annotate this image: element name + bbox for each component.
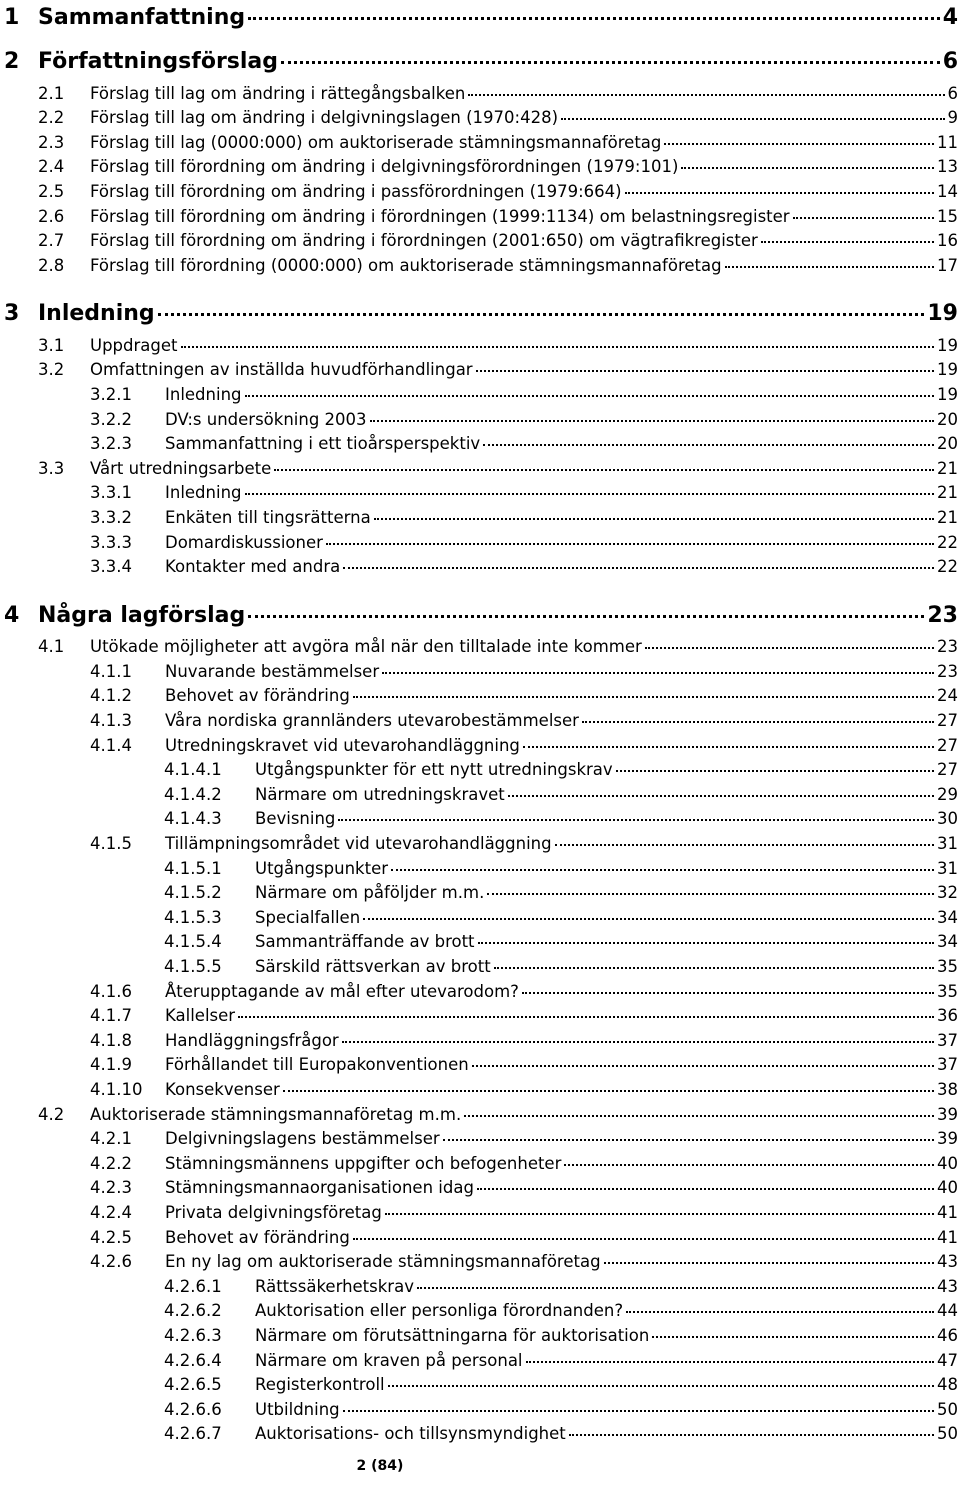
toc-entry-number: 4.1.5 (90, 833, 132, 853)
toc-entry-page-number: 37 (937, 1055, 958, 1075)
dot-leader (238, 1005, 934, 1022)
toc-entry-title: Stämningsmännens uppgifter och befogenheter (165, 1153, 562, 1173)
dot-leader (391, 857, 934, 874)
toc-entry-number: 2.8 (38, 255, 65, 275)
toc-entry-number: 4.1.5.5 (164, 956, 222, 976)
dot-leader (245, 383, 934, 400)
toc-entry-number: 4.1.5.3 (164, 907, 222, 927)
toc-entry-page-number: 23 (937, 661, 958, 681)
toc-entry-title: Auktorisations- och tillsynsmyndighet (255, 1424, 566, 1444)
toc-entry-page-number: 19 (927, 301, 958, 327)
toc-entry-title: Enkäten till tingsrätterna (165, 507, 371, 527)
toc-entry[interactable] (0, 857, 960, 878)
toc-entry[interactable] (0, 906, 960, 927)
toc-entry-number: 4.2.6.2 (164, 1301, 222, 1321)
dot-leader (248, 600, 924, 622)
toc-entry-title: Förslag till förordning om ändring i förordningen (1999:1134) om belastningsregister (90, 206, 790, 226)
toc-entry-title: Förslag till lag om ändring i delgivningslagen (1970:428) (90, 108, 559, 128)
toc-entry[interactable] (0, 1054, 960, 1075)
toc-entry[interactable] (0, 685, 960, 706)
dot-leader (725, 254, 934, 271)
toc-entry-number: 4.1.4.1 (164, 760, 222, 780)
toc-entry[interactable] (0, 1251, 960, 1272)
toc-entry[interactable] (0, 734, 960, 755)
dot-leader (626, 1300, 934, 1317)
toc-entry-number: 3.3.4 (90, 557, 132, 577)
toc-entry-page-number: 37 (937, 1030, 958, 1050)
toc-entry-page-number: 35 (937, 981, 958, 1001)
toc-entry-number: 4.1.5.4 (164, 932, 222, 952)
toc-entry-title: Förslag till förordning (0000:000) om auktoriserade stämningsmannaföretag (90, 255, 722, 275)
toc-entry-page-number: 50 (937, 1424, 958, 1444)
toc-entry-page-number: 14 (937, 181, 958, 201)
dot-leader (385, 1201, 934, 1218)
dot-leader (582, 709, 934, 726)
toc-entry-number: 4.1.2 (90, 686, 132, 706)
dot-leader (561, 107, 944, 124)
toc-entry[interactable] (0, 556, 960, 577)
toc-entry-title: Handläggningsfrågor (165, 1030, 339, 1050)
toc-entry[interactable] (0, 457, 960, 478)
toc-entry[interactable] (0, 783, 960, 804)
toc-entry-page-number: 4 (942, 5, 958, 30)
toc-entry-number: 4.2.6.3 (164, 1325, 222, 1345)
toc-entry[interactable] (0, 1300, 960, 1321)
toc-entry-page-number: 19 (937, 360, 958, 380)
toc-entry-page-number: 11 (937, 132, 958, 152)
toc-entry-page-number: 23 (937, 637, 958, 657)
dot-leader (793, 205, 934, 222)
toc-entry-page-number: 32 (937, 883, 958, 903)
toc-entry-number: 3.2 (38, 360, 65, 380)
toc-entry-page-number: 19 (937, 384, 958, 404)
dot-leader (342, 1029, 934, 1046)
toc-entry-page-number: 31 (937, 858, 958, 878)
toc-entry-number: 2.3 (38, 132, 65, 152)
toc-entry-number: 4.2.4 (90, 1202, 132, 1222)
toc-entry-title: Inledning (165, 384, 242, 404)
toc-entry-number: 4.1.10 (90, 1079, 143, 1099)
toc-entry[interactable] (0, 1005, 960, 1026)
toc-entry-page-number: 43 (937, 1252, 958, 1272)
toc-entry[interactable] (0, 46, 960, 74)
dot-leader (370, 408, 934, 425)
toc-entry-number: 4.1.4.3 (164, 809, 222, 829)
toc-entry-number: 3.3.1 (90, 483, 132, 503)
toc-entry-number: 3.3.3 (90, 532, 132, 552)
dot-leader (681, 156, 934, 173)
toc-entry-page-number: 41 (937, 1202, 958, 1222)
toc-entry-number: 1 (4, 5, 20, 30)
toc-entry[interactable] (0, 1275, 960, 1296)
dot-leader (625, 180, 934, 197)
dot-leader (522, 980, 934, 997)
toc-entry-page-number: 19 (937, 335, 958, 355)
dot-leader (382, 660, 934, 677)
dot-leader (248, 2, 940, 24)
dot-leader (478, 931, 934, 948)
toc-entry-title: Uppdraget (90, 335, 178, 355)
toc-entry-page-number: 39 (937, 1129, 958, 1149)
toc-entry-title: Närmare om kraven på personal (255, 1350, 523, 1370)
toc-entry-page-number: 9 (947, 108, 958, 128)
toc-entry-number: 4.1.7 (90, 1006, 132, 1026)
toc-entry-title: Privata delgivningsföretag (165, 1202, 382, 1222)
toc-entry-page-number: 38 (937, 1079, 958, 1099)
toc-entry-title: Sammanfattning i ett tioårsperspektiv (165, 434, 481, 454)
toc-entry[interactable] (0, 1128, 960, 1149)
toc-entry-title: Rättssäkerhetskrav (255, 1276, 414, 1296)
toc-entry-number: 4.2 (38, 1104, 65, 1124)
toc-entry[interactable] (0, 107, 960, 128)
toc-entry-page-number: 20 (937, 434, 958, 454)
toc-entry-page-number: 15 (937, 206, 958, 226)
dot-leader (158, 298, 925, 320)
toc-entry-title: Författningsförslag (38, 49, 279, 74)
toc-entry[interactable] (0, 1324, 960, 1345)
dot-leader (374, 506, 934, 523)
dot-leader (281, 46, 940, 68)
toc-entry[interactable] (0, 334, 960, 355)
toc-entry-page-number: 46 (937, 1325, 958, 1345)
toc-entry-title: Återupptagande av mål efter utevarodom? (165, 981, 519, 1001)
toc-entry-number: 4.2.6.1 (164, 1276, 222, 1296)
toc-entry-number: 4.2.1 (90, 1129, 132, 1149)
toc-entry-number: 4.1.3 (90, 710, 132, 730)
toc-entry-page-number: 36 (937, 1006, 958, 1026)
dot-leader (388, 1374, 934, 1391)
toc-entry-title: Delgivningslagens bestämmelser (165, 1129, 440, 1149)
toc-entry-number: 3.3 (38, 458, 65, 478)
dot-leader (652, 1324, 934, 1341)
toc-entry-title: Utgångspunkter för ett nytt utredningskrav (255, 760, 613, 780)
toc-entry-page-number: 17 (937, 255, 958, 275)
toc-entry[interactable] (0, 359, 960, 380)
toc-entry-number: 4.1.4 (90, 735, 132, 755)
toc-entry-number: 2.7 (38, 231, 65, 251)
toc-entry-title: Närmare om påföljder m.m. (255, 883, 485, 903)
toc-entry[interactable] (0, 882, 960, 903)
toc-entry-title: Behovet av förändring (165, 686, 350, 706)
toc-entry-page-number: 30 (937, 809, 958, 829)
dot-leader (363, 906, 934, 923)
toc-entry-number: 4.2.2 (90, 1153, 132, 1173)
toc-entry[interactable] (0, 298, 960, 326)
toc-entry-title: Förslag till lag om ändring i rättegångsbalken (90, 83, 466, 103)
toc-entry-number: 3.3.2 (90, 507, 132, 527)
toc-entry-title: Närmare om förutsättningarna för auktorisation (255, 1325, 650, 1345)
dot-leader (555, 832, 934, 849)
dot-leader (526, 1349, 934, 1366)
dot-leader (343, 556, 934, 573)
dot-leader (338, 808, 934, 825)
toc-entry-number: 3.2.3 (90, 434, 132, 454)
toc-entry[interactable] (0, 1152, 960, 1173)
toc-entry[interactable] (0, 1103, 960, 1124)
dot-leader (353, 685, 934, 702)
toc-entry-number: 4.1.6 (90, 981, 132, 1001)
toc-entry-number: 4.1.1 (90, 661, 132, 681)
dot-leader (417, 1275, 934, 1292)
toc-entry-number: 2.2 (38, 108, 65, 128)
dot-leader (604, 1251, 934, 1268)
toc-entry[interactable] (0, 180, 960, 201)
dot-leader (245, 482, 934, 499)
toc-entry-number: 4.1.8 (90, 1030, 132, 1050)
toc-entry[interactable] (0, 2, 960, 30)
toc-entry-page-number: 31 (937, 833, 958, 853)
toc-entry-title: Nuvarande bestämmelser (165, 661, 380, 681)
toc-entry[interactable] (0, 408, 960, 429)
toc-entry-page-number: 35 (937, 956, 958, 976)
toc-entry-title: Utgångspunkter (255, 858, 389, 878)
toc-entry-title: Tillämpningsområdet vid utevarohandläggning (165, 833, 552, 853)
toc-entry-title: Domardiskussioner (165, 532, 323, 552)
toc-entry-title: Omfattningen av inställda huvudförhandlingar (90, 360, 473, 380)
dot-leader (645, 636, 934, 653)
toc-entry[interactable] (0, 531, 960, 552)
toc-entry-page-number: 21 (937, 458, 958, 478)
toc-entry-page-number: 40 (937, 1153, 958, 1173)
toc-entry-number: 4 (4, 602, 20, 628)
dot-leader (616, 759, 934, 776)
toc-entry-page-number: 13 (937, 157, 958, 177)
toc-entry-number: 2.5 (38, 181, 65, 201)
toc-entry[interactable] (0, 660, 960, 681)
dot-leader (353, 1226, 934, 1243)
toc-entry[interactable] (0, 600, 960, 628)
toc-entry-number: 4.2.6.4 (164, 1350, 222, 1370)
toc-entry-page-number: 27 (937, 760, 958, 780)
toc-entry-title: Inledning (165, 483, 242, 503)
dot-leader (523, 734, 934, 751)
toc-entry-page-number: 20 (937, 409, 958, 429)
dot-leader (443, 1128, 934, 1145)
toc-entry-page-number: 27 (937, 735, 958, 755)
toc-entry-title: Bevisning (255, 809, 336, 829)
toc-entry[interactable] (0, 230, 960, 251)
toc-entry[interactable] (0, 980, 960, 1001)
toc-entry-number: 4.1.9 (90, 1055, 132, 1075)
toc-entry-title: Förslag till förordning om ändring i förordningen (2001:650) om vägtrafikregister (90, 231, 758, 251)
toc-entry-number: 3.2.2 (90, 409, 132, 429)
dot-leader (468, 82, 944, 99)
toc-entry-page-number: 23 (927, 602, 958, 628)
toc-entry[interactable] (0, 131, 960, 152)
toc-entry-page-number: 48 (937, 1375, 958, 1395)
toc-entry[interactable] (0, 832, 960, 853)
toc-entry[interactable] (0, 433, 960, 454)
toc-entry-title: Kontakter med andra (165, 557, 341, 577)
toc-entry-number: 3 (4, 301, 20, 327)
dot-leader (472, 1054, 934, 1071)
toc-entry[interactable] (0, 82, 960, 103)
toc-entry-number: 3.2.1 (90, 384, 132, 404)
dot-leader (483, 433, 934, 450)
toc-entry-page-number: 6 (942, 49, 958, 74)
toc-entry-page-number: 39 (937, 1104, 958, 1124)
toc-entry[interactable] (0, 1398, 960, 1419)
dot-leader (494, 955, 934, 972)
toc-entry[interactable] (0, 709, 960, 730)
toc-entry-title: Förhållandet till Europakonventionen (165, 1055, 469, 1075)
dot-leader (761, 230, 934, 247)
toc-entry-page-number: 21 (937, 507, 958, 527)
toc-entry-number: 4.2.6 (90, 1252, 132, 1272)
toc-entry-title: Våra nordiska grannländers utevarobestämmelser (165, 710, 579, 730)
toc-entry[interactable] (0, 156, 960, 177)
toc-entry-title: Sammanfattning (38, 5, 246, 30)
toc-entry-page-number: 22 (937, 557, 958, 577)
toc-entry-title: Förslag till förordning om ändring i passförordningen (1979:664) (90, 181, 622, 201)
toc-entry-title: Auktoriserade stämningsmannaföretag m.m. (90, 1104, 462, 1124)
toc-entry[interactable] (0, 205, 960, 226)
toc-entry[interactable] (0, 1423, 960, 1444)
toc-entry-page-number: 41 (937, 1227, 958, 1247)
toc-entry[interactable] (0, 482, 960, 503)
toc-entry[interactable] (0, 955, 960, 976)
toc-entry-title: Närmare om utredningskravet (255, 784, 505, 804)
page-footer: 2 (84) (356, 1458, 404, 1474)
toc-entry-title: Förslag till lag (0000:000) om auktoriserade stämningsmannaföretag (90, 132, 662, 152)
toc-entry-title: Konsekvenser (165, 1079, 280, 1099)
toc-entry-number: 2 (4, 49, 20, 74)
toc-entry-title: Specialfallen (255, 907, 361, 927)
toc-entry-number: 3.1 (38, 335, 65, 355)
toc-entry-page-number: 24 (937, 686, 958, 706)
dot-leader (564, 1152, 934, 1169)
toc-entry[interactable] (0, 636, 960, 657)
toc-entry[interactable] (0, 254, 960, 275)
toc-entry-number: 4.2.3 (90, 1178, 132, 1198)
toc-entry-number: 2.1 (38, 83, 65, 103)
toc-entry[interactable] (0, 759, 960, 780)
toc-entry-title: Utbildning (255, 1399, 340, 1419)
toc-entry-title: Särskild rättsverkan av brott (255, 956, 491, 976)
toc-entry-title: Auktorisation eller personliga förordnanden? (255, 1301, 624, 1321)
toc-entry-page-number: 34 (937, 932, 958, 952)
dot-leader (569, 1423, 934, 1440)
toc-entry-number: 2.6 (38, 206, 65, 226)
toc-entry-number: 4.2.6.5 (164, 1375, 222, 1395)
dot-leader (476, 359, 934, 376)
toc-entry-title: DV:s undersökning 2003 (165, 409, 367, 429)
toc-entry-number: 4.2.5 (90, 1227, 132, 1247)
dot-leader (283, 1078, 934, 1095)
toc-entry-number: 2.4 (38, 157, 65, 177)
toc-entry-page-number: 44 (937, 1301, 958, 1321)
dot-leader (343, 1398, 934, 1415)
toc-entry-title: Utökade möjligheter att avgöra mål när den tilltalade inte kommer (90, 637, 642, 657)
toc-entry-page-number: 29 (937, 784, 958, 804)
dot-leader (464, 1103, 934, 1120)
toc-entry-number: 4.1 (38, 637, 65, 657)
toc-entry-page-number: 50 (937, 1399, 958, 1419)
toc-entry-number: 4.2.6.7 (164, 1424, 222, 1444)
toc-entry[interactable] (0, 1078, 960, 1099)
toc-entry-number: 4.1.5.2 (164, 883, 222, 903)
toc-entry-title: En ny lag om auktoriserade stämningsmannaföretag (165, 1252, 601, 1272)
toc-entry-number: 4.1.4.2 (164, 784, 222, 804)
toc-entry-title: Behovet av förändring (165, 1227, 350, 1247)
toc-entry-title: Inledning (38, 301, 155, 327)
toc-entry[interactable] (0, 1226, 960, 1247)
dot-leader (664, 131, 934, 148)
dot-leader (508, 783, 934, 800)
toc-entry-page-number: 47 (937, 1350, 958, 1370)
dot-leader (274, 457, 934, 474)
toc-entry-title: Några lagförslag (38, 602, 246, 628)
toc-entry-page-number: 34 (937, 907, 958, 927)
toc-entry[interactable] (0, 383, 960, 404)
toc-entry-number: 4.2.6.6 (164, 1399, 222, 1419)
toc-entry[interactable] (0, 1177, 960, 1198)
toc-entry-title: Vårt utredningsarbete (90, 458, 272, 478)
toc-entry[interactable] (0, 1201, 960, 1222)
toc-entry-title: Registerkontroll (255, 1375, 385, 1395)
toc-entry[interactable] (0, 808, 960, 829)
toc-entry-number: 4.1.5.1 (164, 858, 222, 878)
dot-leader (477, 1177, 934, 1194)
toc-entry-title: Kallelser (165, 1006, 236, 1026)
toc-entry-page-number: 43 (937, 1276, 958, 1296)
toc-entry[interactable] (0, 1029, 960, 1050)
toc-entry-title: Förslag till förordning om ändring i delgivningsförordningen (1979:101) (90, 157, 679, 177)
toc-entry-page-number: 6 (947, 83, 958, 103)
toc-entry[interactable] (0, 931, 960, 952)
toc-entry[interactable] (0, 1374, 960, 1395)
toc-entry[interactable] (0, 506, 960, 527)
toc-entry-page-number: 40 (937, 1178, 958, 1198)
toc-entry-page-number: 16 (937, 231, 958, 251)
toc-entry-page-number: 22 (937, 532, 958, 552)
toc-entry-title: Sammanträffande av brott (255, 932, 475, 952)
toc-entry-page-number: 27 (937, 710, 958, 730)
toc-entry-title: Utredningskravet vid utevarohandläggning (165, 735, 520, 755)
toc-entry-title: Stämningsmannaorganisationen idag (165, 1178, 474, 1198)
toc-entry-page-number: 21 (937, 483, 958, 503)
dot-leader (326, 531, 934, 548)
toc-entry[interactable] (0, 1349, 960, 1370)
dot-leader (181, 334, 935, 351)
dot-leader (487, 882, 934, 899)
